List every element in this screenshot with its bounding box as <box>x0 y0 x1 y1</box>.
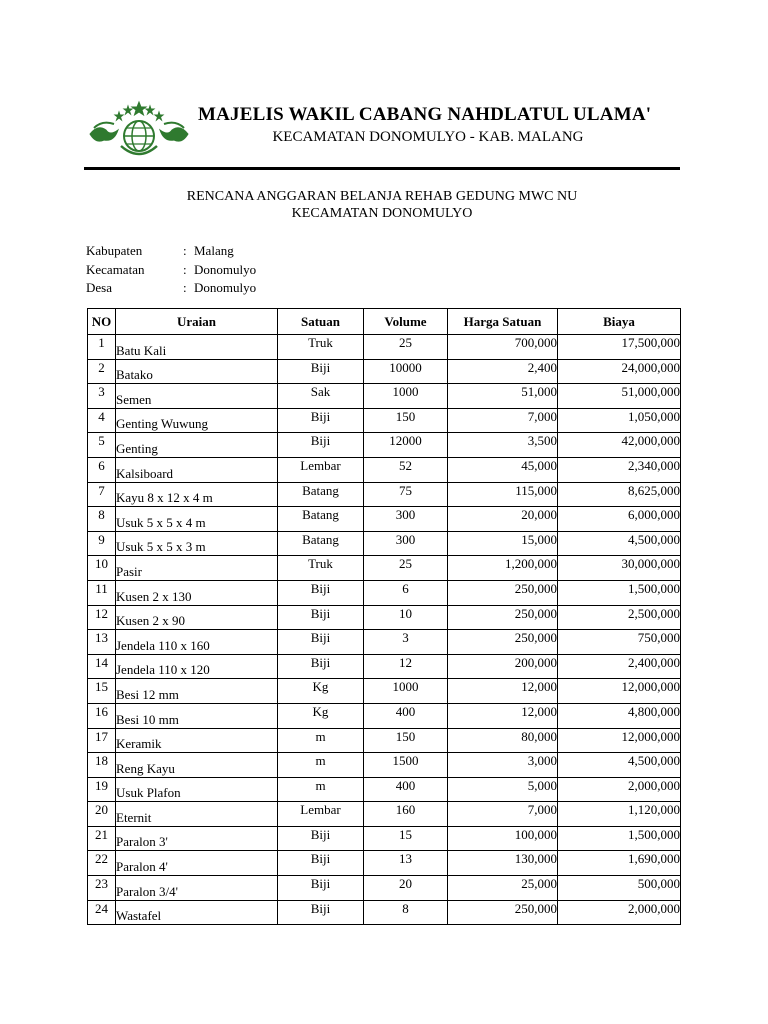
cell-uraian: Batako <box>116 359 278 384</box>
table-row <box>88 507 681 532</box>
cell-satuan: Biji <box>278 851 364 876</box>
cell-no: 19 <box>88 777 116 802</box>
org-title: MAJELIS WAKIL CABANG NAHDLATUL ULAMA' <box>198 104 652 125</box>
cell-no: 10 <box>88 556 116 581</box>
cell-uraian: Kusen 2 x 130 <box>116 580 278 605</box>
cell-uraian: Usuk 5 x 5 x 4 m <box>116 507 278 532</box>
cell-volume: 8 <box>364 900 448 925</box>
cell-uraian: Paralon 3/4' <box>116 876 278 901</box>
cell-satuan: Kg <box>278 679 364 704</box>
cell-harga-satuan: 250,000 <box>448 900 558 925</box>
table-row <box>88 851 681 876</box>
cell-no: 16 <box>88 703 116 728</box>
cell-harga-satuan: 45,000 <box>448 457 558 482</box>
cell-biaya: 4,500,000 <box>558 753 681 778</box>
table-row <box>88 900 681 925</box>
cell-harga-satuan: 1,200,000 <box>448 556 558 581</box>
cell-harga-satuan: 15,000 <box>448 531 558 556</box>
cell-harga-satuan: 12,000 <box>448 679 558 704</box>
cell-uraian: Kayu 8 x 12 x 4 m <box>116 482 278 507</box>
cell-biaya: 17,500,000 <box>558 335 681 360</box>
cell-no: 24 <box>88 900 116 925</box>
cell-uraian: Kusen 2 x 90 <box>116 605 278 630</box>
cell-volume: 150 <box>364 728 448 753</box>
cell-harga-satuan: 3,500 <box>448 433 558 458</box>
meta-value: Malang <box>194 243 234 258</box>
cell-harga-satuan: 200,000 <box>448 654 558 679</box>
table-row <box>88 654 681 679</box>
cell-volume: 25 <box>364 335 448 360</box>
meta-value: Donomulyo <box>194 261 257 277</box>
cell-biaya: 2,500,000 <box>558 605 681 630</box>
cell-volume: 400 <box>364 777 448 802</box>
document-title: RENCANA ANGGARAN BELANJA REHAB GEDUNG MWC NU <box>186 189 578 204</box>
cell-biaya: 24,000,000 <box>558 359 681 384</box>
cell-harga-satuan: 20,000 <box>448 507 558 532</box>
cell-no: 3 <box>88 384 116 409</box>
cell-no: 21 <box>88 826 116 851</box>
cell-no: 6 <box>88 457 116 482</box>
cell-biaya: 4,500,000 <box>558 531 681 556</box>
cell-volume: 52 <box>364 457 448 482</box>
header-satuan: Satuan <box>278 309 364 335</box>
meta-label: Desa <box>86 280 112 295</box>
cell-satuan: Lembar <box>278 457 364 482</box>
cell-harga-satuan: 130,000 <box>448 851 558 876</box>
cell-harga-satuan: 7,000 <box>448 408 558 433</box>
cell-volume: 13 <box>364 851 448 876</box>
cell-harga-satuan: 7,000 <box>448 802 558 827</box>
cell-biaya: 1,690,000 <box>558 851 681 876</box>
cell-uraian: Wastafel <box>116 900 278 925</box>
cell-satuan: m <box>278 777 364 802</box>
nu-globe-emblem-icon <box>88 100 190 164</box>
cell-satuan: Biji <box>278 580 364 605</box>
cell-harga-satuan: 51,000 <box>448 384 558 409</box>
cell-uraian: Besi 10 mm <box>116 703 278 728</box>
table-row <box>88 433 681 458</box>
cell-satuan: Batang <box>278 482 364 507</box>
cell-harga-satuan: 115,000 <box>448 482 558 507</box>
cell-volume: 12 <box>364 654 448 679</box>
cell-uraian: Jendela 110 x 160 <box>116 630 278 655</box>
cell-no: 8 <box>88 507 116 532</box>
cell-no: 15 <box>88 679 116 704</box>
cell-uraian: Paralon 3' <box>116 826 278 851</box>
cell-harga-satuan: 80,000 <box>448 728 558 753</box>
cell-no: 1 <box>88 335 116 360</box>
table-row <box>88 556 681 581</box>
cell-biaya: 8,625,000 <box>558 482 681 507</box>
header-harga-satuan: Harga Satuan <box>448 309 558 335</box>
cell-no: 14 <box>88 654 116 679</box>
cell-harga-satuan: 12,000 <box>448 703 558 728</box>
cell-satuan: Biji <box>278 876 364 901</box>
cell-uraian: Besi 12 mm <box>116 679 278 704</box>
cell-satuan: Truk <box>278 556 364 581</box>
cell-volume: 1000 <box>364 384 448 409</box>
cell-uraian: Pasir <box>116 556 278 581</box>
cell-uraian: Batu Kali <box>116 335 278 360</box>
table-header-row <box>88 309 681 335</box>
cell-harga-satuan: 3,000 <box>448 753 558 778</box>
cell-satuan: Truk <box>278 335 364 360</box>
cell-biaya: 42,000,000 <box>558 433 681 458</box>
cell-biaya: 12,000,000 <box>558 679 681 704</box>
cell-harga-satuan: 2,400 <box>448 359 558 384</box>
cell-no: 12 <box>88 605 116 630</box>
cell-biaya: 1,050,000 <box>558 408 681 433</box>
cell-uraian: Usuk 5 x 5 x 3 m <box>116 531 278 556</box>
cell-no: 4 <box>88 408 116 433</box>
table-row <box>88 335 681 360</box>
table-row <box>88 753 681 778</box>
table-row <box>88 630 681 655</box>
cell-harga-satuan: 100,000 <box>448 826 558 851</box>
cell-harga-satuan: 25,000 <box>448 876 558 901</box>
table-row <box>88 408 681 433</box>
cell-no: 13 <box>88 630 116 655</box>
table-row <box>88 777 681 802</box>
cell-biaya: 1,500,000 <box>558 826 681 851</box>
cell-satuan: Biji <box>278 826 364 851</box>
cell-no: 5 <box>88 433 116 458</box>
cell-uraian: Kalsiboard <box>116 457 278 482</box>
header-uraian: Uraian <box>116 309 278 335</box>
cell-uraian: Eternit <box>116 802 278 827</box>
cell-uraian: Keramik <box>116 728 278 753</box>
cell-volume: 3 <box>364 630 448 655</box>
cell-satuan: Biji <box>278 408 364 433</box>
org-subtitle: KECAMATAN DONOMULYO - KAB. MALANG <box>272 129 584 145</box>
cell-biaya: 1,500,000 <box>558 580 681 605</box>
table-row <box>88 457 681 482</box>
cell-volume: 6 <box>364 580 448 605</box>
table-row <box>88 728 681 753</box>
cell-volume: 10000 <box>364 359 448 384</box>
cell-volume: 25 <box>364 556 448 581</box>
table-body <box>88 335 681 925</box>
meta-colon: : <box>183 261 187 277</box>
table-row <box>88 826 681 851</box>
header-biaya: Biaya <box>558 309 681 335</box>
header-volume: Volume <box>364 309 448 335</box>
cell-satuan: m <box>278 753 364 778</box>
cell-volume: 300 <box>364 507 448 532</box>
cell-volume: 15 <box>364 826 448 851</box>
cell-volume: 20 <box>364 876 448 901</box>
cell-satuan: Kg <box>278 703 364 728</box>
cell-uraian: Genting <box>116 433 278 458</box>
cell-satuan: Biji <box>278 630 364 655</box>
cell-uraian: Paralon 4' <box>116 851 278 876</box>
table-row <box>88 876 681 901</box>
cell-no: 11 <box>88 580 116 605</box>
cell-volume: 150 <box>364 408 448 433</box>
cell-volume: 12000 <box>364 433 448 458</box>
cell-no: 20 <box>88 802 116 827</box>
cell-no: 18 <box>88 753 116 778</box>
cell-satuan: Biji <box>278 359 364 384</box>
meta-label: Kabupaten <box>86 243 143 258</box>
cell-biaya: 750,000 <box>558 630 681 655</box>
table-row <box>88 703 681 728</box>
cell-biaya: 500,000 <box>558 876 681 901</box>
cell-harga-satuan: 250,000 <box>448 605 558 630</box>
cell-volume: 75 <box>364 482 448 507</box>
cell-satuan: m <box>278 728 364 753</box>
table-row <box>88 482 681 507</box>
cell-satuan: Batang <box>278 531 364 556</box>
cell-biaya: 2,400,000 <box>558 654 681 679</box>
table-row <box>88 605 681 630</box>
cell-satuan: Biji <box>278 433 364 458</box>
cell-satuan: Batang <box>278 507 364 532</box>
cell-satuan: Biji <box>278 605 364 630</box>
cell-harga-satuan: 250,000 <box>448 580 558 605</box>
cell-biaya: 12,000,000 <box>558 728 681 753</box>
cell-volume: 300 <box>364 531 448 556</box>
table-row <box>88 679 681 704</box>
cell-biaya: 2,000,000 <box>558 900 681 925</box>
cell-satuan: Biji <box>278 654 364 679</box>
cell-no: 9 <box>88 531 116 556</box>
cell-volume: 160 <box>364 802 448 827</box>
cell-volume: 1000 <box>364 679 448 704</box>
cell-volume: 1500 <box>364 753 448 778</box>
cell-volume: 400 <box>364 703 448 728</box>
cell-harga-satuan: 5,000 <box>448 777 558 802</box>
document-subtitle: KECAMATAN DONOMULYO <box>291 206 473 221</box>
table-row <box>88 802 681 827</box>
meta-value: Donomulyo <box>194 280 257 295</box>
cell-no: 22 <box>88 851 116 876</box>
header-no: NO <box>88 309 116 335</box>
cell-biaya: 30,000,000 <box>558 556 681 581</box>
table-row <box>88 531 681 556</box>
cell-uraian: Semen <box>116 384 278 409</box>
cell-biaya: 6,000,000 <box>558 507 681 532</box>
cell-uraian: Reng Kayu <box>116 753 278 778</box>
cell-uraian: Genting Wuwung <box>116 408 278 433</box>
cell-no: 17 <box>88 728 116 753</box>
meta-colon: : <box>183 280 187 295</box>
cell-no: 2 <box>88 359 116 384</box>
cell-biaya: 51,000,000 <box>558 384 681 409</box>
cell-volume: 10 <box>364 605 448 630</box>
header-divider <box>84 167 680 170</box>
cell-satuan: Biji <box>278 900 364 925</box>
cell-biaya: 4,800,000 <box>558 703 681 728</box>
meta-label: Kecamatan <box>86 261 145 277</box>
meta-colon: : <box>183 243 187 258</box>
table-row <box>88 580 681 605</box>
cell-biaya: 2,000,000 <box>558 777 681 802</box>
cell-harga-satuan: 700,000 <box>448 335 558 360</box>
cell-harga-satuan: 250,000 <box>448 630 558 655</box>
cell-satuan: Sak <box>278 384 364 409</box>
table-row <box>88 359 681 384</box>
table-row <box>88 384 681 409</box>
cell-uraian: Jendela 110 x 120 <box>116 654 278 679</box>
cell-biaya: 2,340,000 <box>558 457 681 482</box>
cell-biaya: 1,120,000 <box>558 802 681 827</box>
cell-no: 7 <box>88 482 116 507</box>
budget-table <box>87 308 681 925</box>
cell-satuan: Lembar <box>278 802 364 827</box>
cell-uraian: Usuk Plafon <box>116 777 278 802</box>
cell-no: 23 <box>88 876 116 901</box>
